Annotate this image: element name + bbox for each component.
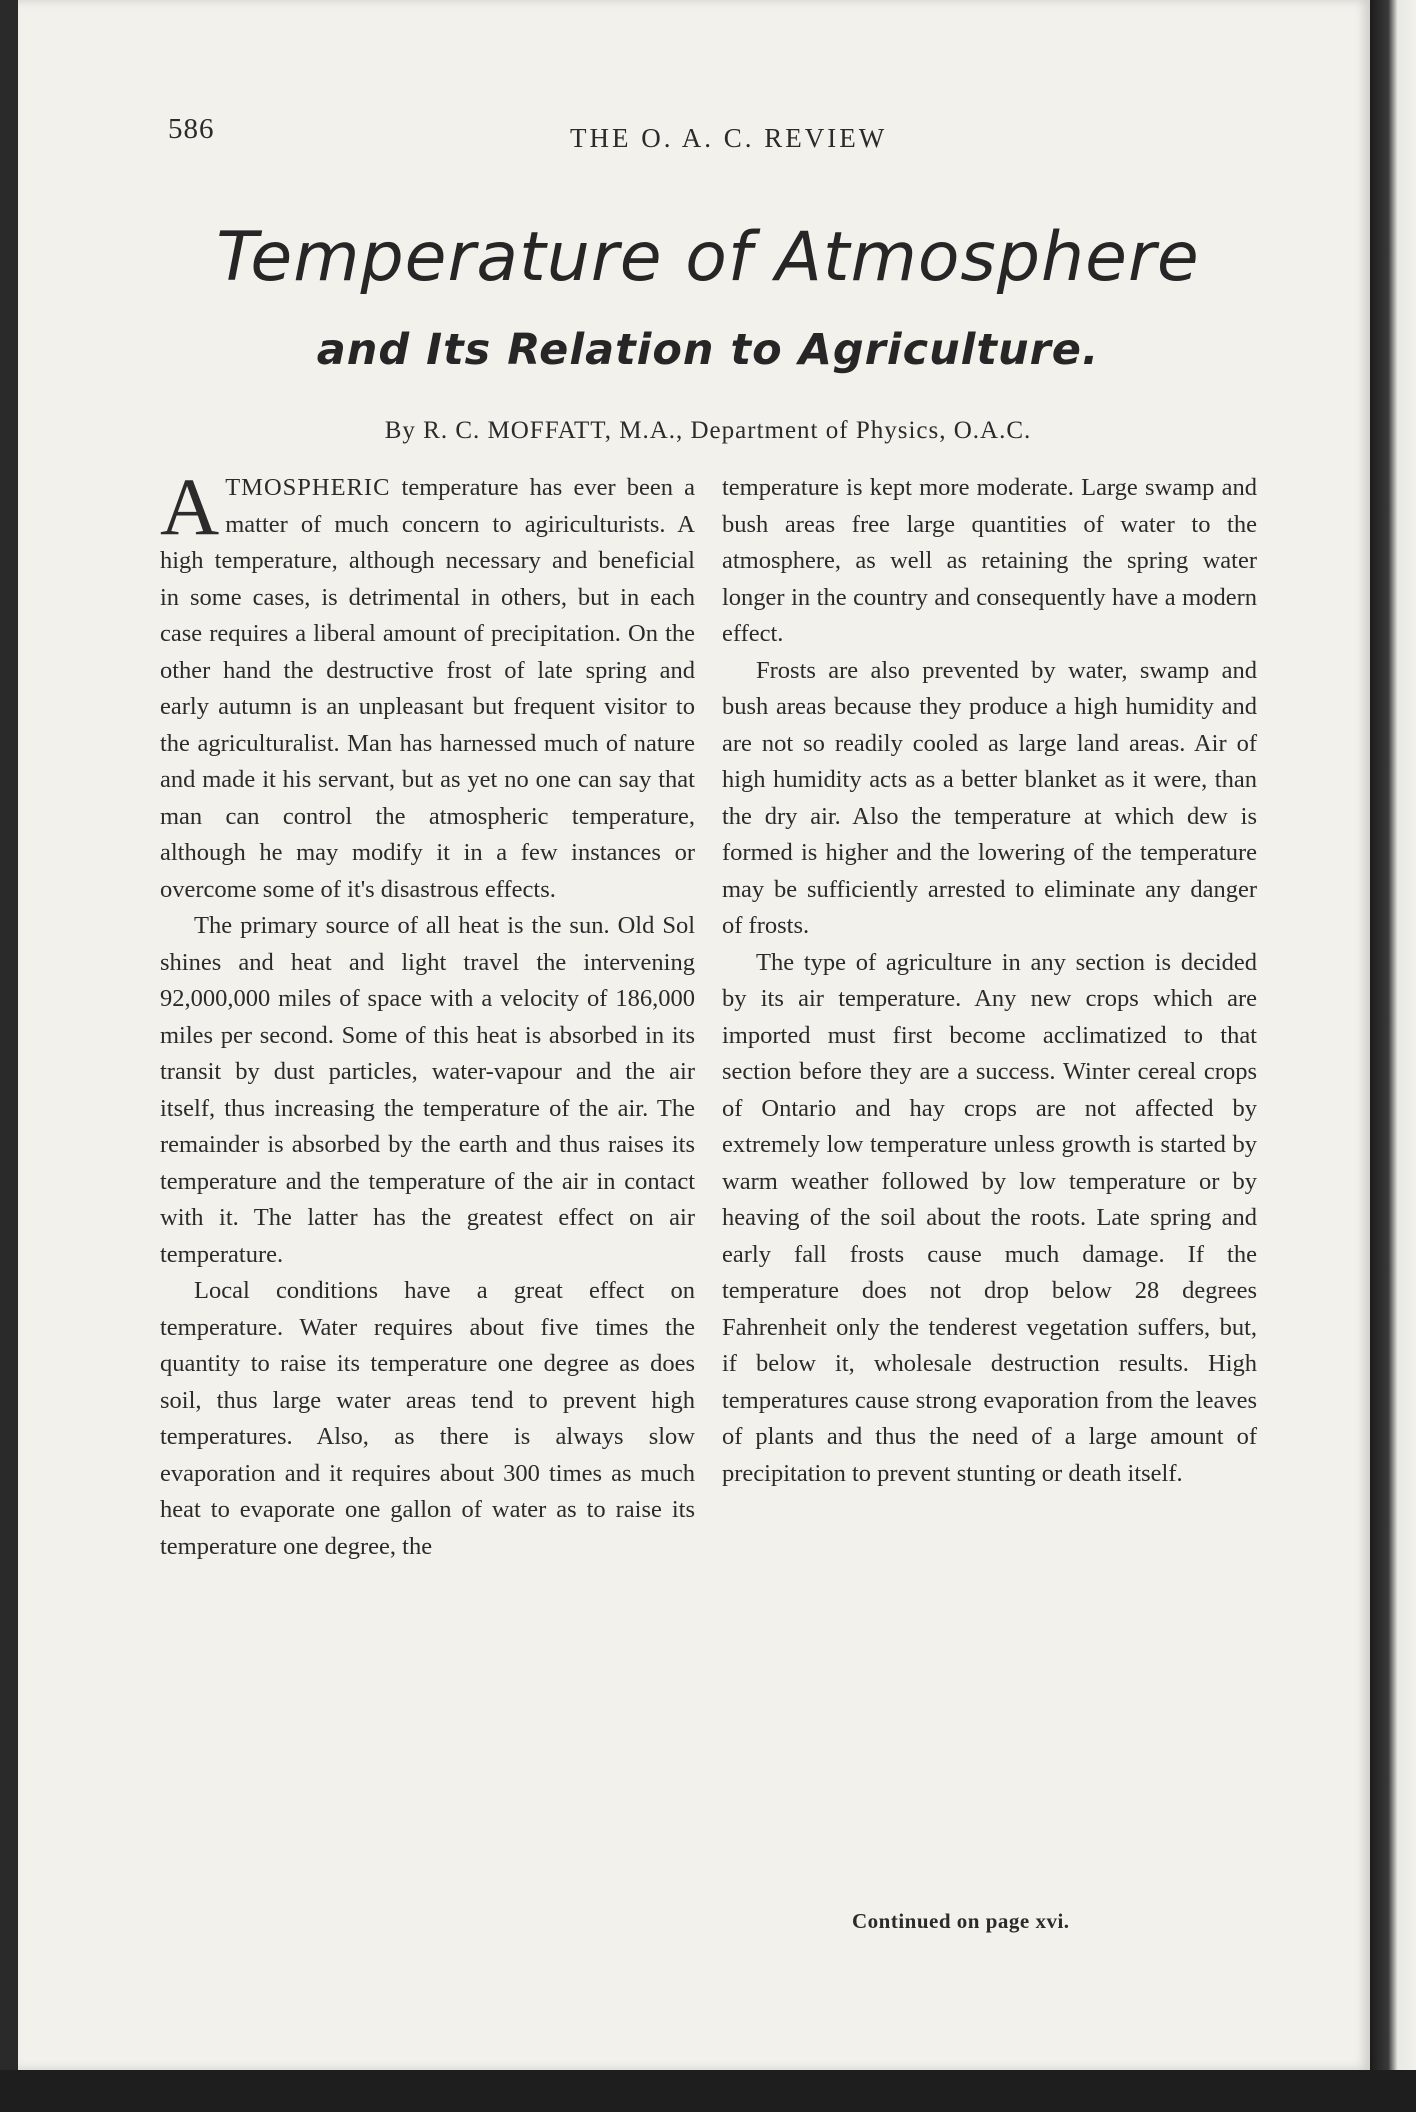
scan-bottom-edge	[0, 2070, 1416, 2112]
paragraph-6: The type of agriculture in any section is decided by its air temperature. Any new crops which are imported must first become acclimatized to that section before they are a success. Winter cereal crops of Ontario and hay crops are not affected by extremely low temperature unless growth is started by warm weather followed by low temperature or by heaving of the soil about the roots. Late spring and early fall frosts cause much damage. If the temperature does not drop below 28 degrees Fahrenheit only the tenderest vegetation suffers, but, if below it, wholesale destruction results. High temperatures cause strong evaporation from the leaves of plants and thus the need of a large amount of precipitation to prevent stunting or death itself.	[722, 948, 1257, 1487]
drop-cap: A	[160, 461, 220, 552]
paragraph-5: Frosts are also prevented by water, swamp and bush areas because they produce a high humidity and are not so readily cooled as large land areas. Air of high humidity acts as a better blanket as it were, than the dry air. Also the temperature at which dew is formed is higher and the lowering of the temperature may be sufficiently arrested to eliminate any danger of frosts.	[722, 656, 1257, 939]
article-subtitle: and Its Relation to Agriculture.	[316, 325, 1100, 375]
lead-caps: TMOSPHERIC	[225, 474, 391, 501]
paragraph-4: temperature is kept more moderate. Large swamp and bush areas free large quantities of water to the atmosphere, as well as retaining the spring water longer in the country and consequently have a modern effect.	[722, 474, 1257, 647]
article-title: Temperature of Atmosphere	[216, 218, 1200, 297]
left-column	[160, 461, 695, 1565]
paragraph-1-text: temperature has ever been a matter of much concern to agiriculturists. A high temperature, although necessary and beneficial in some cases, is detrimental in others, but in each case requires a liberal amount of precipitation. On the other hand the destructive frost of late spring and early autumn is an unpleasant but frequent visitor to the agriculturalist. Man has harnessed much of nature and made it his servant, but as yet no one can say that man can control the atmospheric temperature, although he may modify it in a few instances or overcome some of it's disastrous effects.	[160, 474, 695, 903]
article-byline: By R. C. MOFFATT, M.A., Department of Physics, O.A.C.	[384, 417, 1032, 444]
page-edge-shadow	[1370, 0, 1416, 2112]
right-column	[722, 470, 1257, 1492]
page-number: 586	[168, 113, 215, 145]
running-head: THE O. A. C. REVIEW	[570, 123, 888, 153]
continued-note: Continued on page xvi.	[852, 1909, 1070, 1933]
paragraph-1	[160, 461, 695, 908]
paragraph-2: The primary source of all heat is the sun. Old Sol shines and heat and light travel the intervening 92,000,000 miles of space with a velocity of 186,000 miles per second. Some of this heat is absorbed in its transit by dust particles, water-vapour and the air itself, thus increasing the temperature of the air. The remainder is absorbed by the earth and thus raises its temperature and the temperature of the air in contact with it. The latter has the greatest effect on air temperature.	[160, 912, 695, 1268]
paragraph-3: Local conditions have a great effect on temperature. Water requires about five times the quantity to raise its temperature one degree as does soil, thus large water areas tend to prevent high temperatures. Also, as there is always slow evaporation and it requires about 300 times as much heat to evaporate one gallon of water as to raise its temperature one degree, the	[160, 1277, 695, 1560]
